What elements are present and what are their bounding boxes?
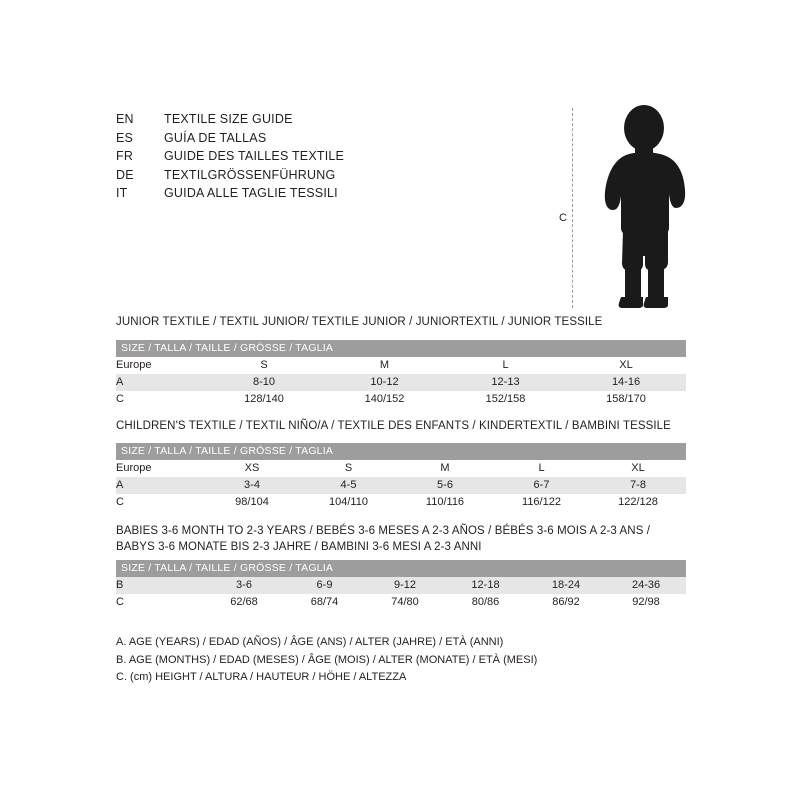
section-title-babies-line1: BABIES 3-6 MONTH TO 2-3 YEARS / BEBÉS 3-6 MESES A 2-3 AÑOS / BÉBÉS 3-6 MOIS A 2-3 ANS /: [116, 525, 651, 537]
language-code: EN: [116, 112, 134, 126]
cell: 104/110: [300, 494, 397, 511]
language-title: GUÍA DE TALLAS: [164, 130, 267, 145]
cell: 8-10: [204, 374, 324, 391]
cell: 10-12: [324, 374, 445, 391]
language-row: [116, 131, 344, 150]
cell: 24-36: [606, 577, 686, 594]
cell: 116/122: [493, 494, 590, 511]
section-title-babies-line2: BABYS 3-6 MONATE BIS 2-3 JAHRE / BAMBINI 3-6 MESI A 2-3 ANNI: [116, 541, 482, 553]
cell: 92/98: [606, 594, 686, 611]
language-row: [116, 186, 344, 205]
language-row: [116, 149, 344, 168]
language-code: FR: [116, 149, 134, 163]
section-title-children: CHILDREN'S TEXTILE / TEXTIL NIÑO/A / TEXTILE DES ENFANTS / KINDERTEXTIL / BAMBINI TESSILE: [116, 420, 671, 432]
cell: 12-18: [445, 577, 526, 594]
cell: 12-13: [445, 374, 566, 391]
cell: S: [300, 460, 397, 477]
table-header-label: SIZE / TALLA / TAILLE / GRÖSSE / TAGLIA: [116, 443, 686, 460]
table-row: [116, 477, 686, 494]
cell: 18-24: [526, 577, 606, 594]
cell: 98/104: [204, 494, 300, 511]
language-row: [116, 112, 344, 131]
language-code: DE: [116, 167, 134, 182]
row-label: C: [116, 594, 204, 611]
table-row: [116, 460, 686, 477]
table-row: [116, 391, 686, 408]
legend-note-c: C. (cm) HEIGHT / ALTURA / HAUTEUR / HÖHE / ALTEZZA: [116, 671, 407, 683]
measurement-figure: [540, 100, 730, 320]
table-header-label: SIZE / TALLA / TAILLE / GRÖSSE / TAGLIA: [116, 560, 686, 577]
language-title: GUIDE DES TAILLES TEXTILE: [164, 149, 345, 163]
language-title-list: [116, 112, 344, 205]
table-row: [116, 357, 686, 374]
figure-measure-label: C: [559, 212, 567, 224]
table-row: [116, 577, 686, 594]
legend-note-b: B. AGE (MONTHS) / EDAD (MESES) / ÂGE (MOIS) / ALTER (MONATE) / ETÀ (MESI): [116, 653, 538, 666]
cell: 5-6: [397, 477, 493, 494]
cell: 140/152: [324, 391, 445, 408]
height-dashed-line: [572, 108, 574, 308]
table-header-row: [116, 443, 686, 460]
children-size-table: [116, 443, 686, 511]
cell: 3-4: [204, 477, 300, 494]
cell: 6-9: [284, 577, 365, 594]
cell: 122/128: [590, 494, 686, 511]
cell: 152/158: [445, 391, 566, 408]
table-row: [116, 374, 686, 391]
row-label: C: [116, 494, 204, 511]
cell: 86/92: [526, 594, 606, 611]
row-label: A: [116, 477, 204, 494]
language-title: GUIDA ALLE TAGLIE TESSILI: [164, 186, 338, 200]
legend-notes: [116, 634, 537, 687]
cell: 68/74: [284, 594, 365, 611]
cell: 9-12: [365, 577, 445, 594]
cell: 4-5: [300, 477, 397, 494]
legend-note-a: A. AGE (YEARS) / EDAD (AÑOS) / ÂGE (ANS) / ALTER (JAHRE) / ETÀ (ANNI): [116, 636, 504, 648]
table-header-row: [116, 560, 686, 577]
row-label: Europe: [116, 357, 204, 374]
table-header-label: SIZE / TALLA / TAILLE / GRÖSSE / TAGLIA: [116, 340, 686, 357]
row-label: A: [116, 374, 204, 391]
row-label: B: [116, 577, 204, 594]
cell: L: [493, 460, 590, 477]
cell: XL: [590, 460, 686, 477]
cell: 6-7: [493, 477, 590, 494]
cell: 110/116: [397, 494, 493, 511]
cell: M: [397, 460, 493, 477]
cell: XL: [566, 357, 686, 374]
language-code: ES: [116, 130, 134, 145]
babies-size-table: [116, 560, 686, 611]
row-label: C: [116, 391, 204, 408]
junior-size-table: [116, 340, 686, 408]
table-row: [116, 494, 686, 511]
language-title: TEXTILGRÖSSENFÜHRUNG: [164, 167, 336, 182]
cell: 128/140: [204, 391, 324, 408]
language-row: [116, 168, 344, 187]
cell: 62/68: [204, 594, 284, 611]
language-code: IT: [116, 186, 128, 200]
cell: 74/80: [365, 594, 445, 611]
cell: 158/170: [566, 391, 686, 408]
section-title-junior: JUNIOR TEXTILE / TEXTIL JUNIOR/ TEXTILE JUNIOR / JUNIORTEXTIL / JUNIOR TESSILE: [116, 316, 603, 328]
cell: M: [324, 357, 445, 374]
row-label: Europe: [116, 460, 204, 477]
cell: 7-8: [590, 477, 686, 494]
cell: XS: [204, 460, 300, 477]
table-header-row: [116, 340, 686, 357]
table-row: [116, 594, 686, 611]
cell: 14-16: [566, 374, 686, 391]
cell: 3-6: [204, 577, 284, 594]
language-title: TEXTILE SIZE GUIDE: [164, 112, 293, 126]
cell: L: [445, 357, 566, 374]
cell: 80/86: [445, 594, 526, 611]
cell: S: [204, 357, 324, 374]
child-silhouette-icon: [588, 104, 708, 314]
